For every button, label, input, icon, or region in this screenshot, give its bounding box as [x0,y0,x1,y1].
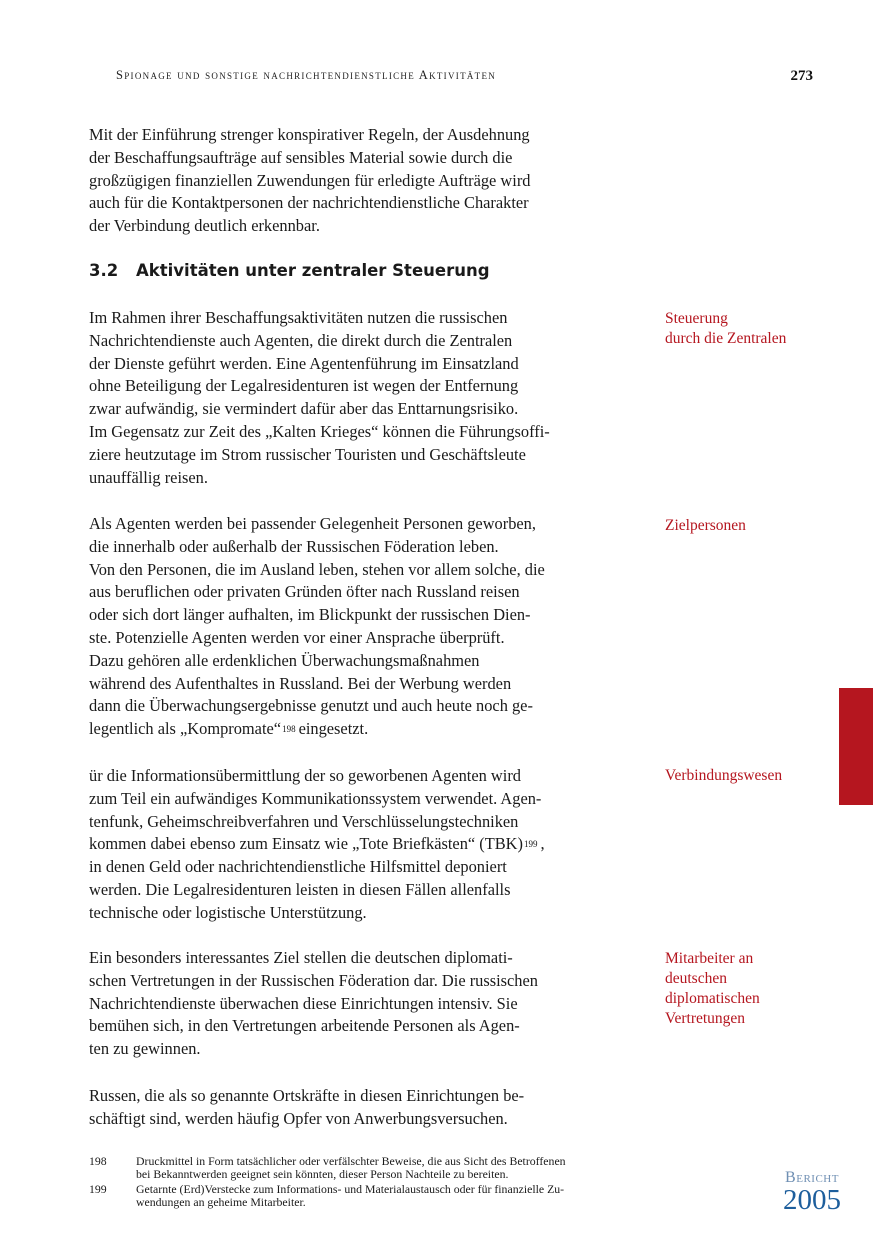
text-line: der Dienste geführt werden. Eine Agentenführung im Einsatzland [89,353,519,373]
footnote-reference[interactable]: 198 [282,724,296,735]
margin-note-line: Mitarbeiter an [665,950,754,967]
text-line: der Beschaffungsaufträge auf sensibles Material sowie durch die [89,147,513,167]
text-line: ohne Beteiligung der Legalresidenturen ist wegen der Entfernung [89,376,519,396]
report-logo [778,1170,846,1214]
text-line: Dazu gehören alle erdenklichen Überwachungsmaßnahmen [89,650,480,670]
text-line [89,833,645,856]
margin-note-line: Verbindungswesen [665,767,783,784]
margin-note-verbindungswesen [665,766,865,786]
text-line: bemühen sich, in den Vertretungen arbeitende Personen als Agen- [89,1016,520,1036]
text-line [89,718,645,741]
report-logo-year: 2005 [783,1184,841,1216]
footnote-line: Druckmittel in Form tatsächlicher oder verfälschter Beweise, die aus Sicht des Betroffenen [136,1154,566,1168]
margin-note-line: Steuerung [665,310,728,327]
footnote-text [136,1183,564,1210]
text-line: Ein besonders interessantes Ziel stellen die deutschen diplomati- [89,948,513,967]
running-title: Spionage und sonstige nachrichtendienstliche Aktivitäten [116,68,497,82]
text-line: werden. Die Legalresidenturen leisten in diesen Fällen allenfalls [89,879,511,899]
footnote-line: wendungen an geheime Mitarbeiter. [136,1195,306,1210]
margin-note-line: diplomatischen [665,990,760,1007]
paragraph-steuerung [89,307,645,489]
margin-note-line: Vertretungen [665,1010,746,1027]
chapter-tab-marker [839,688,873,805]
text-line: ür die Informationsübermittlung der so geworbenen Agenten wird [89,766,521,785]
text-line: in denen Geld oder nachrichtendienstliche Hilfsmittel deponiert [89,857,507,877]
text-line: Nachrichtendienste auch Agenten, die direkt durch die Zentralen [89,330,513,350]
margin-note-zielpersonen [665,516,865,536]
text-line: technische oder logistische Unterstützung. [89,902,367,922]
text-fragment: legentlich als „Kompromate“ [89,719,282,739]
text-line: Mit der Einführung strenger konspirativer Regeln, der Ausdehnung [89,125,530,144]
text-line: ziere heutzutage im Strom russischer Touristen und Geschäftsleute [89,444,526,464]
footnote-line: Getarnte (Erd)Verstecke zum Informations- und Materialaustausch oder für finanzielle Zu- [136,1181,565,1196]
footnote-reference[interactable]: 199 [523,839,538,850]
text-line: Nachrichtendienste überwachen diese Einrichtungen intensiv. Sie [89,993,518,1013]
footnote-text [136,1155,566,1182]
paragraph-ortskraefte [89,1085,645,1131]
text-line: großzügigen finanziellen Zuwendungen für erledigte Aufträge wird [89,170,531,190]
section-title: Aktivitäten unter zentraler Steuerung [136,261,490,280]
section-number: 3.2 [89,261,119,280]
section-heading [89,261,490,280]
text-line: Im Rahmen ihrer Beschaffungsaktivitäten nutzen die russischen [89,308,508,327]
text-line: der Verbindung deutlich erkennbar. [89,216,320,236]
text-fragment: eingesetzt. [298,719,369,739]
margin-note-steuerung [665,309,865,349]
text-line: Von den Personen, die im Ausland leben, stehen vor allem solche, die [89,559,545,579]
text-line: die innerhalb oder außerhalb der Russischen Föderation leben. [89,536,499,556]
report-logo-word: Bericht [785,1169,839,1186]
margin-note-line: durch die Zentralen [665,330,787,347]
page-number: 273 [790,68,813,84]
text-line: ten zu gewinnen. [89,1039,201,1059]
footnote-number: 198 [89,1154,107,1168]
paragraph-mitarbeiter [89,947,645,1061]
margin-note-line: Zielpersonen [665,517,746,534]
text-line: dann die Überwachungsergebnisse genutzt und auch heute noch ge- [89,696,533,716]
margin-note-mitarbeiter [665,949,865,1029]
text-line: oder sich dort länger aufhalten, im Blickpunkt der russischen Dien- [89,605,531,625]
intro-paragraph [89,124,645,238]
text-fragment: , [540,834,545,854]
footnote-199 [89,1183,649,1210]
paragraph-zielpersonen [89,513,645,741]
text-fragment: kommen dabei ebenso zum Einsatz wie „Tote Briefkästen“ (TBK) [89,834,523,854]
footnotes [89,1155,649,1211]
text-line: ste. Potenzielle Agenten werden vor einer Ansprache überprüft. [89,627,505,647]
text-line: schäftigt sind, werden häufig Opfer von Anwerbungsversuchen. [89,1108,508,1128]
text-line: schen Vertretungen in der Russischen Föderation dar. Die russischen [89,970,538,990]
text-line: aus beruflichen oder privaten Gründen öfter nach Russland reisen [89,582,520,602]
text-line: Im Gegensatz zur Zeit des „Kalten Krieges“ können die Führungsoffi- [89,421,550,441]
footnote-198 [89,1155,649,1182]
text-line: zum Teil ein aufwändiges Kommunikationssystem verwendet. Agen- [89,788,542,808]
text-line: während des Aufenthaltes in Russland. Bei der Werbung werden [89,673,512,693]
footnote-line: bei Bekanntwerden geeignet sein könnten, dieser Person Nachteile zu bereiten. [136,1167,509,1182]
text-line: Als Agenten werden bei passender Gelegenheit Personen geworben, [89,514,536,533]
text-line: unauffällig reisen. [89,467,208,487]
text-line: zwar aufwändig, sie vermindert dafür aber das Enttarnungsrisiko. [89,399,519,419]
footnote-number: 199 [89,1181,107,1196]
paragraph-verbindungswesen [89,765,645,925]
text-line: auch für die Kontaktpersonen der nachrichtendienstliche Charakter [89,193,529,213]
text-line: tenfunk, Geheimschreibverfahren und Verschlüsselungstechniken [89,811,519,831]
text-line: Russen, die als so genannte Ortskräfte in diesen Einrichtungen be- [89,1086,525,1105]
margin-note-line: deutschen [665,970,727,987]
